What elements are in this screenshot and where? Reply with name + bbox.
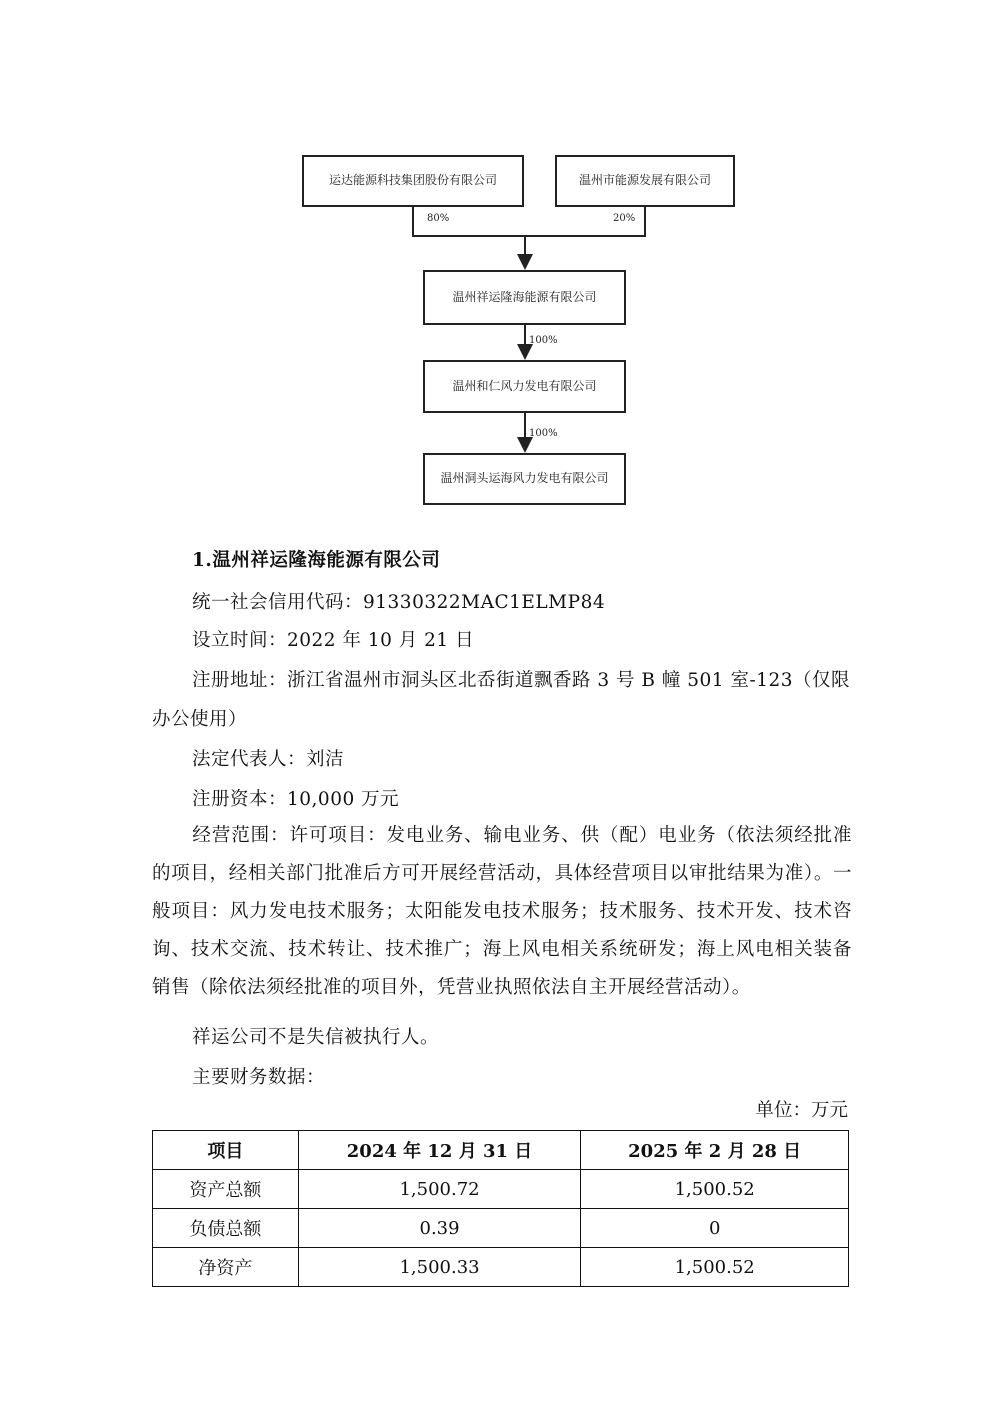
row-label: 净资产	[153, 1248, 299, 1287]
org-label-level2: 温州和仁风力发电有限公司	[452, 378, 597, 393]
org-label-parent-b: 温州市能源发展有限公司	[578, 173, 711, 188]
founded-date: 设立时间：2022 年 10 月 21 日	[192, 630, 475, 651]
share-label-level2: 100%	[529, 428, 558, 439]
business-scope	[152, 817, 852, 1007]
org-box-parent-yunda	[302, 155, 524, 207]
unit-label: 单位：万元	[755, 1100, 848, 1121]
share-label-b: 20%	[613, 213, 636, 224]
org-box-level3	[423, 453, 626, 505]
org-box-parent-wenzhou-energy	[555, 155, 735, 207]
header-2025: 2025 年 2 月 28 日	[581, 1131, 849, 1170]
share-label-level1: 100%	[529, 335, 558, 346]
registered-capital: 注册资本：10,000 万元	[192, 789, 400, 810]
cell-value: 0.39	[298, 1209, 581, 1248]
cell-value: 1,500.33	[298, 1248, 581, 1287]
org-label-parent-a: 运达能源科技集团股份有限公司	[328, 173, 497, 188]
table-row	[153, 1248, 849, 1287]
table-row	[153, 1209, 849, 1248]
table-row	[153, 1170, 849, 1209]
financial-table	[152, 1130, 849, 1287]
dishonest-status: 祥运公司不是失信被执行人。	[192, 1027, 440, 1048]
section-heading: 1.温州祥运隆海能源有限公司	[192, 550, 441, 571]
org-box-level2	[423, 360, 626, 413]
row-label: 负债总额	[153, 1209, 299, 1248]
address-line-1: 注册地址：浙江省温州市洞头区北岙街道飘香路 3 号 B 幢 501 室-123（仅限	[192, 670, 851, 691]
cell-value: 1,500.72	[298, 1170, 581, 1209]
org-box-level1	[423, 270, 626, 325]
credit-code: 统一社会信用代码：91330322MAC1ELMP84	[192, 592, 606, 613]
share-label-a: 80%	[427, 213, 450, 224]
org-label-level1: 温州祥运隆海能源有限公司	[452, 289, 597, 304]
address-line-2: 办公使用）	[152, 709, 248, 730]
financial-intro: 主要财务数据：	[192, 1067, 326, 1088]
table-header-row	[153, 1131, 849, 1170]
cell-value: 1,500.52	[581, 1248, 849, 1287]
org-label-level3: 温州洞头运海风力发电有限公司	[440, 471, 609, 486]
header-2024: 2024 年 12 月 31 日	[298, 1131, 581, 1170]
cell-value: 0	[581, 1209, 849, 1248]
row-label: 资产总额	[153, 1170, 299, 1209]
cell-value: 1,500.52	[581, 1170, 849, 1209]
business-scope-text: 经营范围：许可项目：发电业务、输电业务、供（配）电业务（依法须经批准的项目，经相关部门批准后方可开展经营活动，具体经营项目以审批结果为准）。一般项目：风力发电技术服务；太阳能发电技术服务；技术服务、技术开发、技术咨询、技术交流、技术转让、技术推广；海上风电相关系统研发；海上风电相关装备销售（除依法须经批准的项目外，凭营业执照依法自主开展经营活动）。	[152, 825, 852, 998]
org-chart-connectors	[0, 0, 1000, 520]
legal-representative: 法定代表人：刘洁	[192, 749, 345, 770]
header-item: 项目	[153, 1131, 299, 1170]
